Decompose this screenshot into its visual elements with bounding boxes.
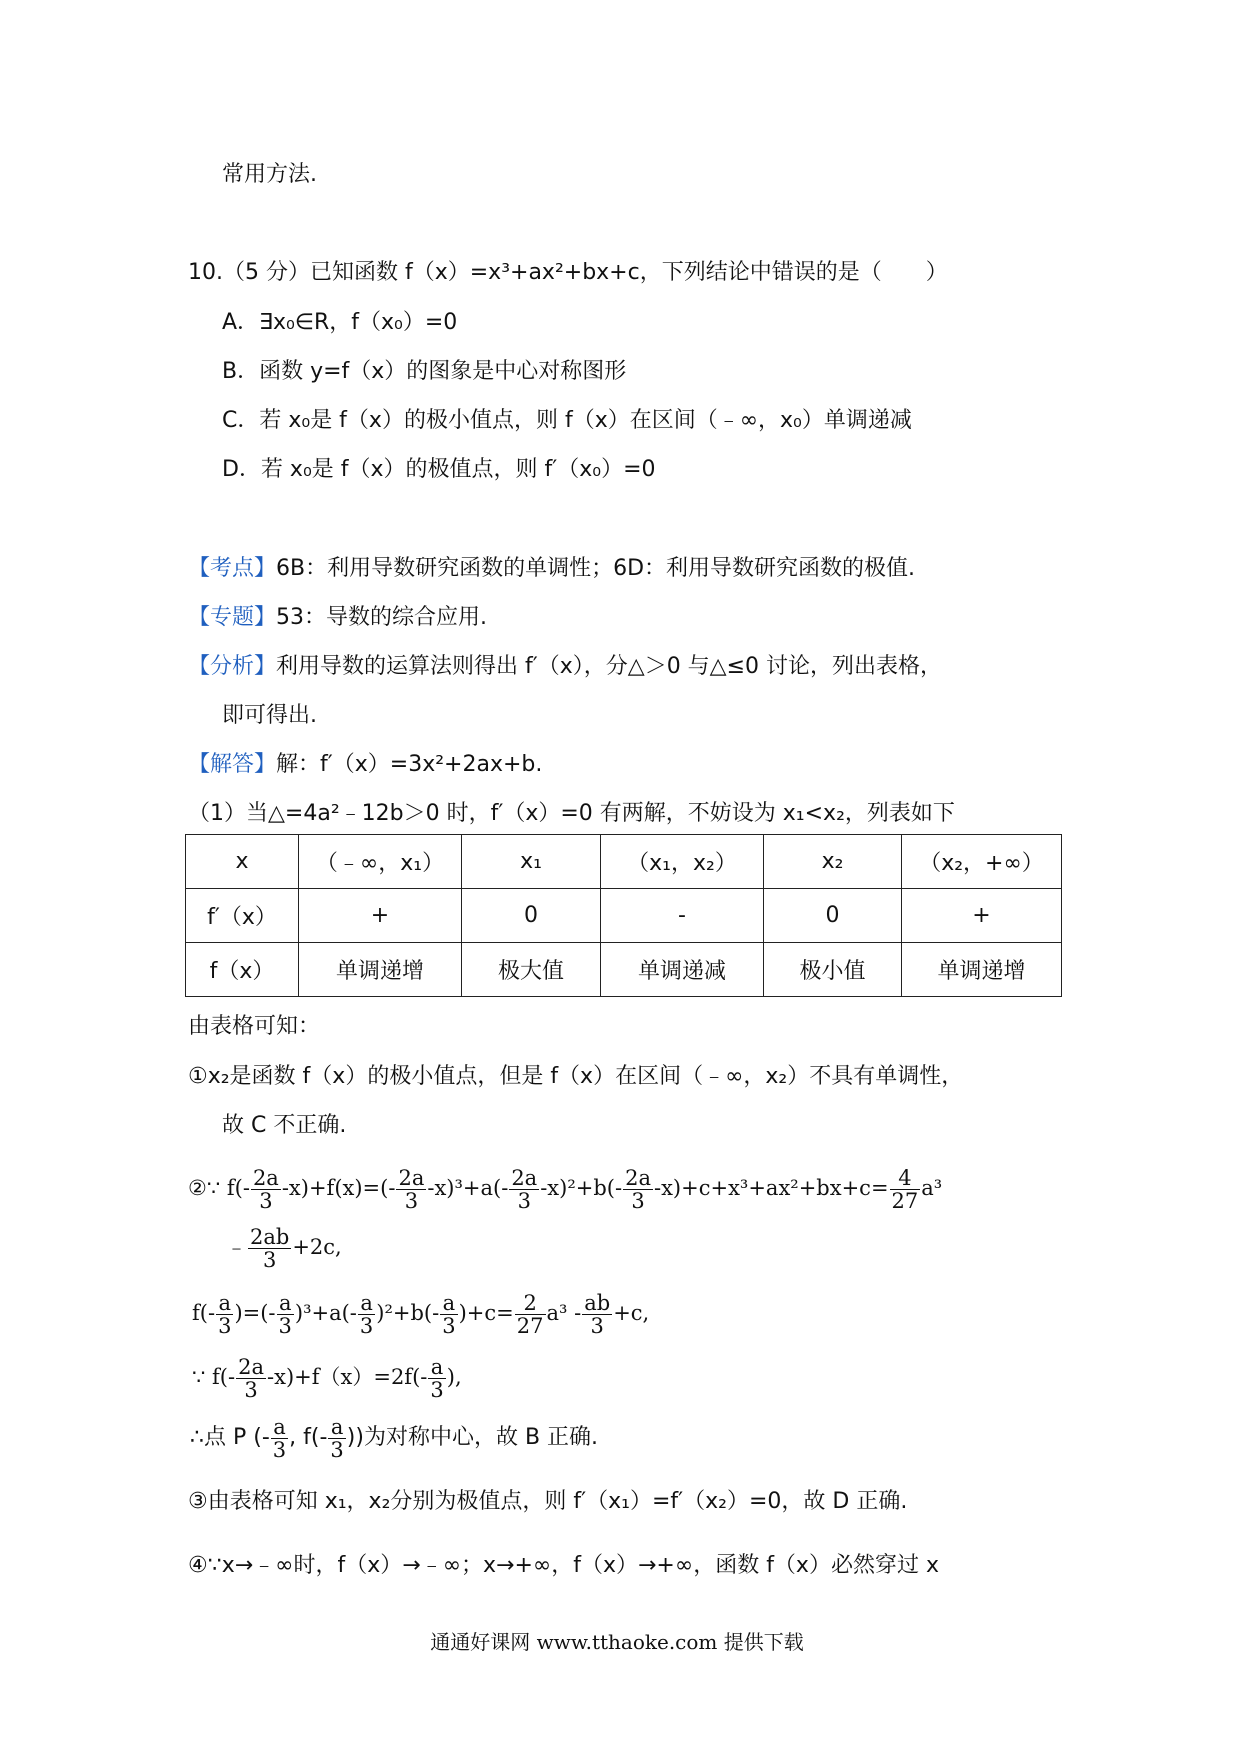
kaodian-text: 6B：利用导数研究函数的单调性；6D：利用导数研究函数的极值. [276,556,916,581]
formula-text: -x)³+a(- [427,1176,509,1200]
body-l9: ③由表格可知 x₁，x₂分别为极值点，则 f′（x₁）=f′（x₂）=0，故 D 正确. [188,1489,908,1514]
table-cell: 单调递减 [601,943,764,997]
formula-text: +2c, [292,1235,342,1259]
body-l4 [188,1163,942,1213]
table-cell: x₁ [462,835,601,889]
table-cell: 极小值 [764,943,902,997]
formula-text: ∵ f(- [192,1365,236,1389]
table-cell: 单调递增 [299,943,462,997]
fraction: $\frac{2ab}{3}$ [250,1225,290,1272]
formula-text: ))为对称中心，故 B 正确. [346,1425,599,1450]
formula-text: )=(- [234,1301,276,1325]
fraction: $\frac{2a}{3}$ [398,1166,425,1213]
fraction: $\frac{a}{3}$ [330,1414,344,1462]
formula-text: -x)+f（x）=2f(- [267,1365,428,1389]
table-cell: （x₂，+∞） [902,835,1062,889]
table-cell: 单调递增 [902,943,1062,997]
formula-text: ﹣ [226,1235,247,1259]
formula-text: -x)+f(x)=(- [281,1176,396,1200]
formula-text: f(- [192,1301,216,1325]
table-cell: （﹣∞，x₁） [299,835,462,889]
fenxi-line [188,652,942,682]
kaodian-label: 【考点】 [188,556,277,581]
zhuanti-line [188,603,487,633]
variation-table [185,834,1062,997]
formula-text: )+c= [458,1301,514,1325]
table-cell: f（x） [186,943,299,997]
fraction: $\frac{a}{3}$ [359,1291,374,1338]
body-l8 [190,1413,598,1463]
intro-tail: 常用方法. [222,162,317,187]
formula-text: ∴点 P (- [190,1425,270,1450]
fraction: $\frac{2a}{3}$ [252,1166,279,1213]
option-b: B．函数 y=f（x）的图象是中心对称图形 [222,359,627,384]
table-row [186,889,1062,943]
formula-text: -x)²+b(- [540,1176,623,1200]
fraction: $\frac{2a}{3}$ [625,1166,651,1213]
fenxi-text-2: 即可得出. [222,703,317,728]
jieda-text: 解：f′（x）=3x²+2ax+b. [276,752,543,777]
formula-text: a³ [921,1176,943,1200]
formula-text: ②∵ f(- [188,1176,250,1200]
formula-text: )²+b(- [376,1301,440,1325]
formula-text: a³ - [546,1301,582,1325]
fraction: $\frac{a}{3}$ [430,1355,444,1402]
question-stem: 10.（5 分）已知函数 f（x）=x³+ax²+bx+c，下列结论中错误的是（ ） [188,260,948,285]
fenxi-label: 【分析】 [188,654,277,679]
table-cell: （x₁，x₂） [601,835,764,889]
body-l2: ①x₂是函数 f（x）的极小值点，但是 f（x）在区间（﹣∞，x₂）不具有单调性， [188,1064,964,1089]
table-cell: f′（x） [186,889,299,943]
jieda-label: 【解答】 [188,752,277,777]
case1-line: （1）当△=4a²﹣12b＞0 时，f′（x）=0 有两解，不妨设为 x₁<x₂，列表如下 [188,801,955,826]
table-cell: + [299,889,462,943]
body-l10: ④∵x→﹣∞时，f（x）→﹣∞；x→+∞，f（x）→+∞，函数 f（x）必然穿过 x [188,1553,939,1578]
fraction: $\frac{ab}{3}$ [584,1291,611,1338]
table-cell: 极大值 [462,943,601,997]
formula-text: , f(- [289,1425,328,1450]
table-row [186,835,1062,889]
table-cell: 0 [462,889,601,943]
fraction: $\frac{a}{3}$ [278,1291,292,1338]
fraction: $\frac{a}{3}$ [272,1414,287,1462]
table-cell: - [601,889,764,943]
table-cell: + [902,889,1062,943]
option-d: D．若 x₀是 f（x）的极值点，则 f′（x₀）=0 [222,457,656,482]
kaodian-line [188,554,915,584]
body-l5 [226,1222,342,1272]
table-cell: 0 [764,889,902,943]
body-l7 [192,1352,462,1402]
body-l1: 由表格可知： [188,1014,321,1039]
option-c: C．若 x₀是 f（x）的极小值点，则 f（x）在区间（﹣∞，x₀）单调递减 [222,408,912,433]
formula-text: )³+a(- [294,1301,357,1325]
table-cell: x [186,835,299,889]
zhuanti-text: 53：导数的综合应用. [276,605,488,630]
fenxi-text-1: 利用导数的运算法则得出 f′（x），分△＞0 与△≤0 讨论，列出表格， [276,654,943,679]
fraction: $\frac{2a}{3}$ [238,1355,264,1402]
table-row [186,943,1062,997]
formula-text: +c, [613,1301,650,1325]
fraction: $\frac{a}{3}$ [218,1291,232,1338]
fraction: $\frac{a}{3}$ [442,1291,456,1338]
body-l6 [192,1288,649,1338]
zhuanti-label: 【专题】 [188,605,277,630]
formula-text: -x)+c+x³+ax²+bx+c= [653,1176,889,1200]
body-l3: 故 C 不正确. [222,1113,347,1138]
jieda-line [188,750,542,780]
table-cell: x₂ [764,835,902,889]
page-footer: 通通好课网 www.tthaoke.com 提供下载 [430,1630,804,1654]
fraction: $\frac{2a}{3}$ [511,1166,538,1213]
fraction: $\frac{2}{27}$ [516,1291,544,1338]
formula-text: ), [446,1365,462,1389]
option-a: A．∃x₀∈R，f（x₀）=0 [222,310,458,335]
fraction: $\frac{4}{27}$ [891,1166,919,1213]
